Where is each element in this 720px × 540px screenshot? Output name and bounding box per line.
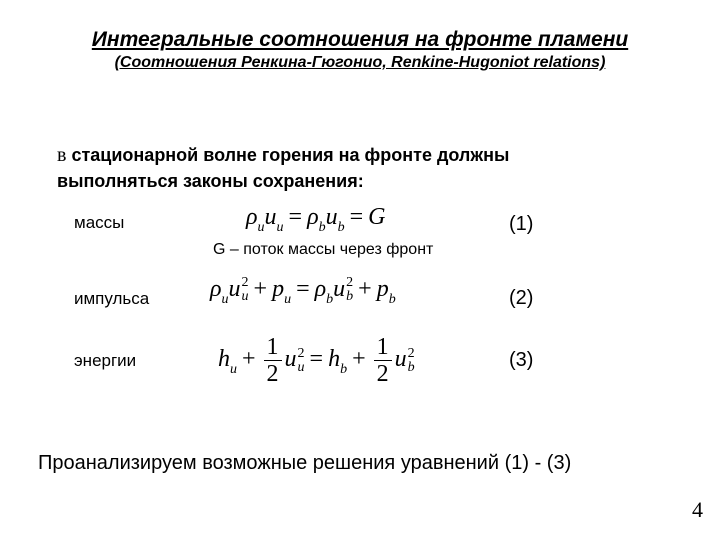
intro-line-1: стационарной волне горения на фронте должны <box>71 145 510 165</box>
law-label-momentum: импульса <box>74 289 150 308</box>
equation-energy: $h_u$ + $\frac{1}{2}$ u 2 u = $h_b$ + $\frac{1}{2}$ u 2 b <box>218 334 415 387</box>
equation-mass: $\rho_uu_u = \rho_bu_b = G$ <box>246 204 386 235</box>
mass-flux-note: G – поток массы через фронт <box>213 241 434 258</box>
equation-number-1: (1) <box>509 213 534 235</box>
equation-number-3: (3) <box>509 349 534 371</box>
page-number: 4 <box>692 497 703 522</box>
intro-bullet: в <box>57 144 67 166</box>
equation-number-2: (2) <box>509 287 534 309</box>
slide-subtitle: (Соотношения Ренкина-Гюгонио, Renkine-Hugoniot relations) <box>114 54 606 71</box>
slide-title: Интегральные соотношения на фронте пламени <box>91 28 629 51</box>
equation-momentum: $\rho_uu$ 2 u + $p_u = \rho_bu$ 2 b + $p_b$ <box>210 275 396 307</box>
intro-line-2: выполняться законы сохранения: <box>57 171 364 191</box>
intro-text <box>57 142 509 194</box>
law-label-energy: энергии <box>74 351 137 370</box>
law-label-mass: массы <box>74 213 125 232</box>
conclusion-text: Проанализируем возможные решения уравнений (1) - (3) <box>38 452 572 474</box>
